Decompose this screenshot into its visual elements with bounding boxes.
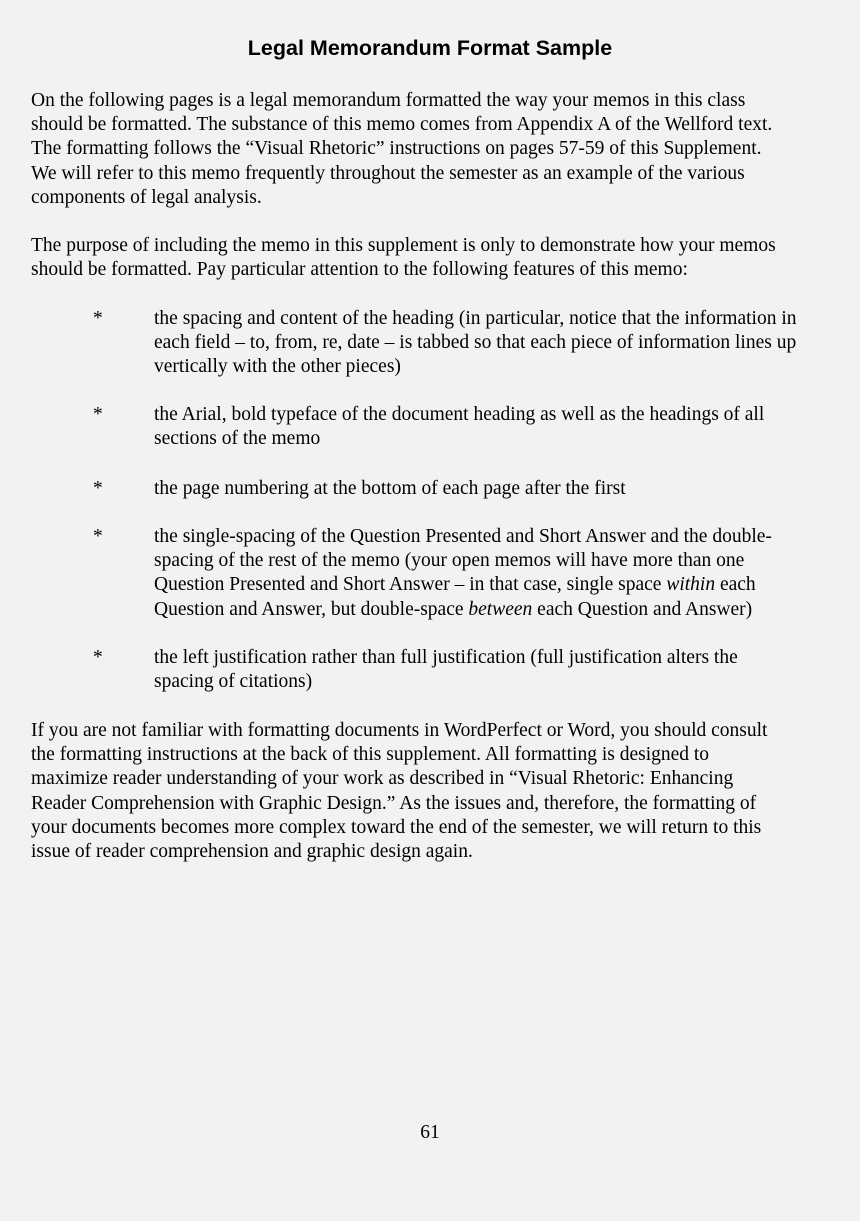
bullet-marker: * (93, 526, 103, 547)
bullet-marker: * (93, 478, 103, 499)
text-line: the spacing and content of the heading (in particular, notice that the information in (154, 308, 797, 329)
text-fragment: Question Presented and Short Answer – in that case, single space (154, 574, 667, 596)
text-line: sections of the memo (154, 428, 321, 450)
text-line: The formatting follows the “Visual Rhetoric” instructions on pages 57-59 of this Supplement. (31, 138, 762, 160)
text-line: spacing of the rest of the memo (your open memos will have more than one (154, 550, 745, 572)
text-line: should be formatted. Pay particular attention to the following features of this memo: (31, 259, 688, 281)
bullet-text (154, 477, 626, 501)
text-line: maximize reader understanding of your work as described in “Visual Rhetoric: Enhancing (31, 768, 734, 790)
text-line: If you are not familiar with formatting documents in WordPerfect or Word, you should consult (31, 720, 768, 741)
text-fragment: each Question and Answer) (532, 598, 753, 620)
closing-paragraph (31, 719, 831, 864)
text-line: vertically with the other pieces) (154, 356, 401, 378)
bullet-text (154, 525, 772, 622)
text-line: your documents becomes more complex toward the end of the semester, we will return to this (31, 816, 762, 838)
text-line: should be formatted. The substance of this memo comes from Appendix A of the Wellford text. (31, 114, 773, 136)
text-line: We will refer to this memo frequently throughout the semester as an example of the various (31, 162, 745, 184)
bullet-text (154, 307, 797, 380)
text-fragment: Question and Answer, but double-space (154, 598, 469, 620)
purpose-paragraph (31, 234, 831, 282)
intro-paragraph (31, 89, 831, 210)
text-line: the left justification rather than full justification (full justification alters the (154, 647, 738, 668)
text-line: The purpose of including the memo in this supplement is only to demonstrate how your memos (31, 235, 776, 256)
text-line: the single-spacing of the Question Presented and Short Answer and the double- (154, 526, 772, 547)
bullet-text (154, 403, 764, 451)
text-line (154, 573, 772, 597)
text-line: the formatting instructions at the back of this supplement. All formatting is designed to (31, 744, 710, 766)
page-title: Legal Memorandum Format Sample (247, 36, 613, 60)
italic-word: between (468, 598, 533, 620)
text-fragment: each (715, 574, 756, 596)
text-line: components of legal analysis. (31, 186, 262, 208)
text-line: each field – to, from, re, date – is tabbed so that each piece of information lines up (154, 332, 797, 354)
italic-word: within (666, 574, 716, 596)
page-number: 61 (420, 1122, 440, 1143)
text-line: the Arial, bold typeface of the document heading as well as the headings of all (154, 404, 765, 425)
bullet-marker: * (93, 647, 103, 668)
bullet-marker: * (93, 308, 103, 329)
text-line (154, 598, 772, 622)
bullet-text (154, 646, 738, 694)
text-line: the page numbering at the bottom of each page after the first (154, 478, 626, 499)
bullet-marker: * (93, 404, 103, 425)
text-line: spacing of citations) (154, 671, 313, 693)
text-line: Reader Comprehension with Graphic Design.” As the issues and, therefore, the formatting of (31, 792, 757, 814)
text-line: issue of reader comprehension and graphic design again. (31, 841, 473, 863)
text-line: On the following pages is a legal memorandum formatted the way your memos in this class (31, 90, 746, 111)
